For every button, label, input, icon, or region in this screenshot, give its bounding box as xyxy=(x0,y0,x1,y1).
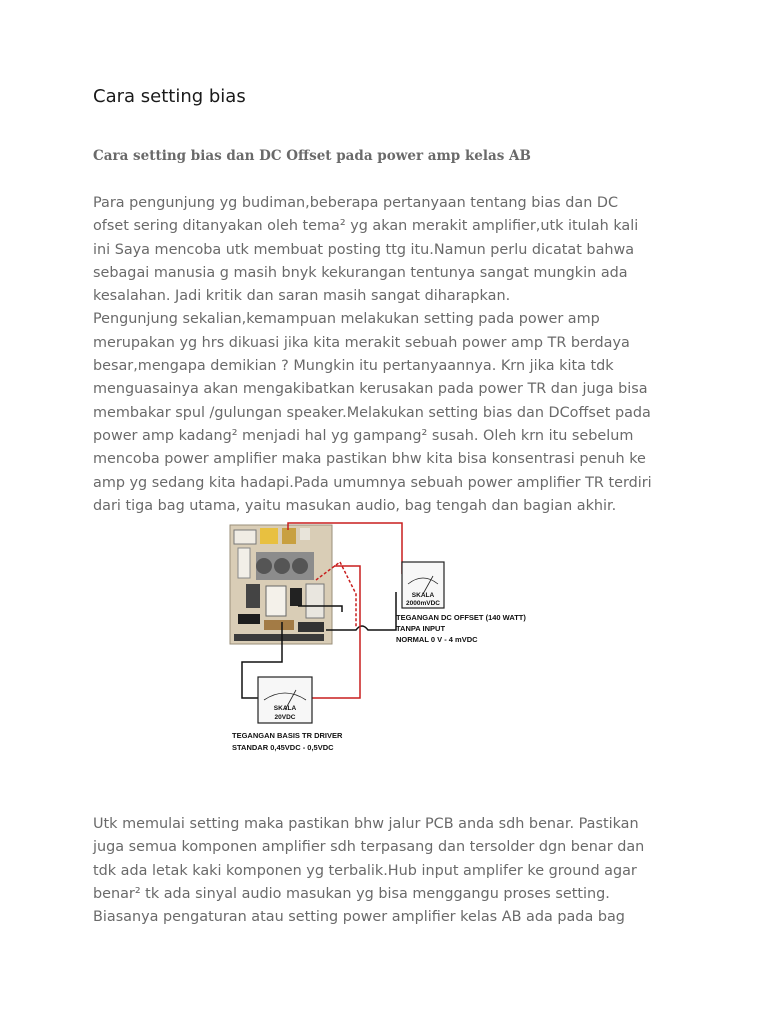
meter1-caption-line3: NORMAL 0 V - 4 mVDC xyxy=(396,635,478,644)
text-line: besar,mengapa demikian ? Mungkin itu pertanyaannya. Krn jika kita tdk xyxy=(93,358,614,375)
text-line: menguasainya akan mengakibatkan kerusakan pada power TR dan juga bisa xyxy=(93,381,648,398)
text-line: dari tiga bag utama, yaitu masukan audio, bag tengah dan bagian akhir. xyxy=(93,497,617,514)
article-subtitle: Cara setting bias dan DC Offset pada power amp kelas AB xyxy=(93,148,531,164)
page-title: Cara setting bias xyxy=(93,86,246,107)
meter-tr-driver xyxy=(258,677,312,723)
text-line: kesalahan. Jadi kritik dan saran masih sangat diharapkan. xyxy=(93,288,511,305)
meter1-scale-label: SKALA xyxy=(411,592,435,599)
text-line: membakar spul /gulungan speaker.Melakukan setting bias dan DCoffset pada xyxy=(93,404,651,421)
text-line: ini Saya mencoba utk membuat posting ttg itu.Namun perlu dicatat bahwa xyxy=(93,241,635,258)
text-line: Biasanya pengaturan atau setting power amplifier kelas AB ada pada bag xyxy=(93,909,625,926)
meter2-caption-line1: TEGANGAN BASIS TR DRIVER xyxy=(232,731,343,740)
text-line: Utk memulai setting maka pastikan bhw jalur PCB anda sdh benar. Pastikan xyxy=(93,816,639,832)
meter2-scale-label: SKALA xyxy=(273,705,297,712)
text-line: tdk ada letak kaki komponen yg terbalik.Hub input amplifer ke ground agar xyxy=(93,862,637,879)
amplifier-setting-diagram xyxy=(226,522,546,758)
text-line: ofset sering ditanyakan oleh tema² yg akan merakit amplifier,utk itulah kali xyxy=(93,218,639,235)
text-line: power amp kadang² menjadi hal yg gampang² susah. Oleh krn itu sebelum xyxy=(93,427,634,444)
meter2-caption-line2: STANDAR 0,45VDC - 0,5VDC xyxy=(232,743,334,752)
text-line: Para pengunjung yg budiman,beberapa pertanyaan tentang bias dan DC xyxy=(93,195,619,211)
meter2-scale-value: 20VDC xyxy=(274,714,296,721)
paragraph-intro xyxy=(93,192,683,518)
meter1-caption-line1: TEGANGAN DC OFFSET (140 WATT) xyxy=(396,613,526,622)
pcb-photo xyxy=(230,525,332,644)
paragraph-setting-start xyxy=(93,813,683,929)
text-line: Pengunjung sekalian,kemampuan melakukan setting pada power amp xyxy=(93,311,600,328)
text-line: mencoba power amplifier maka pastikan bhw kita bisa konsentrasi penuh ke xyxy=(93,451,646,468)
meter1-caption-line2: TANPA INPUT xyxy=(396,624,446,633)
text-line: benar² tk ada sinyal audio masukan yg bisa menggangu proses setting. xyxy=(93,885,610,902)
meter-dc-offset xyxy=(402,562,444,608)
text-line: amp yg sedang kita hadapi.Pada umumnya sebuah power amplifier TR terdiri xyxy=(93,474,652,491)
text-line: juga semua komponen amplifier sdh terpasang dan tersolder dgn benar dan xyxy=(93,839,645,856)
text-line: merupakan yg hrs dikuasi jika kita merakit sebuah power amp TR berdaya xyxy=(93,334,630,351)
text-line: sebagai manusia g masih bnyk kekurangan tentunya sangat mungkin ada xyxy=(93,264,628,281)
meter1-scale-value: 2000mVDC xyxy=(406,600,440,607)
